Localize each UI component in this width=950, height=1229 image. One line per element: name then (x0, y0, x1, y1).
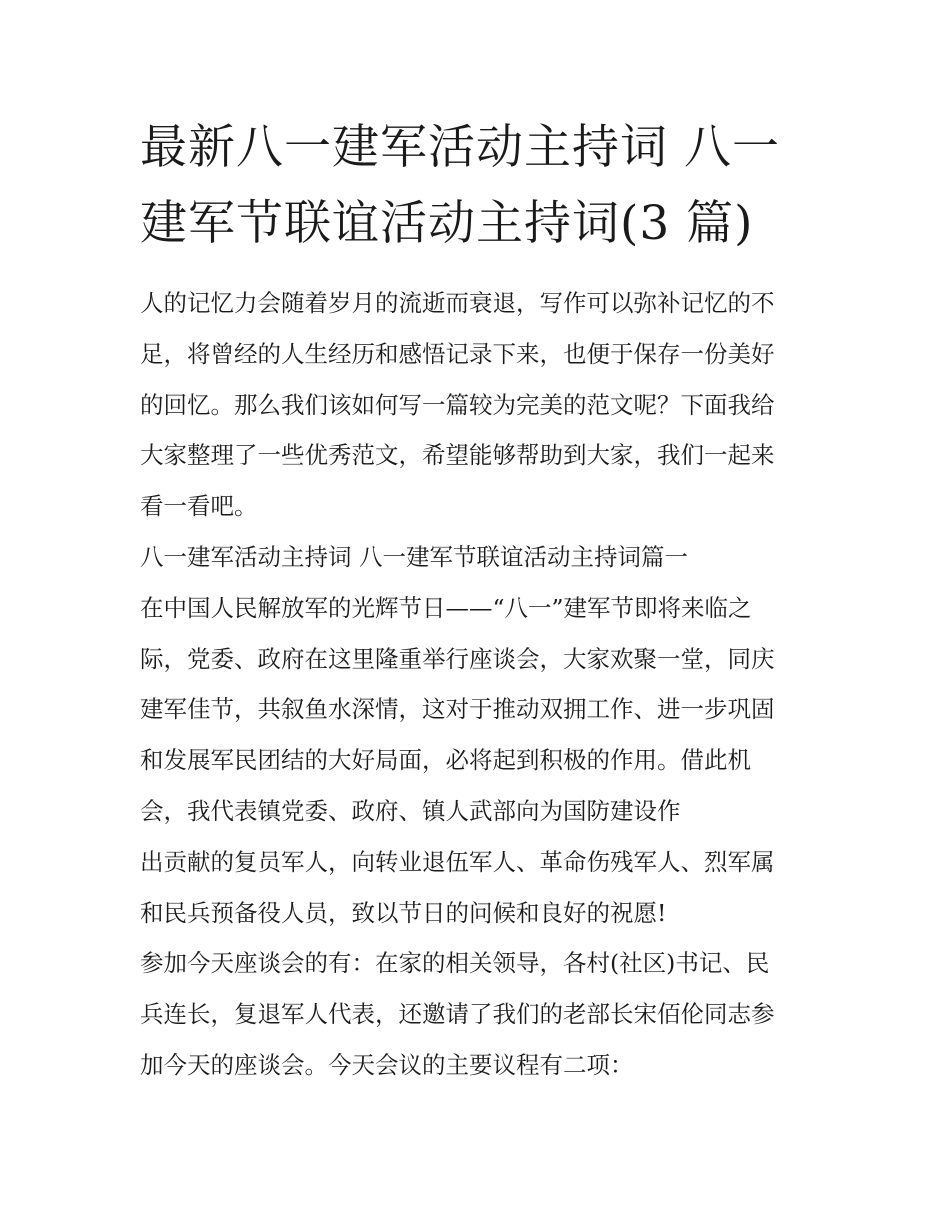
body-line: 足，将曾经的人生经历和感悟记录下来，也便于保存一份美好 (140, 339, 775, 368)
body-line: 兵连长，复退军人代表，还邀请了我们的老部长宋佰伦同志参 (140, 1000, 775, 1029)
body-line: 和民兵预备役人员，致以节日的问候和良好的祝愿! (140, 898, 667, 927)
body-line: 建军佳节，共叙鱼水深情，这对于推动双拥工作、进一步巩固 (140, 695, 775, 724)
body-line: 在中国人民解放军的光辉节日——“八一”建军节即将来临之 (140, 593, 752, 622)
title-line: 最新八一建军活动主持词 八一 (140, 120, 780, 175)
body-line: 人的记忆力会随着岁月的流逝而衰退，写作可以弥补记忆的不 (140, 289, 775, 317)
body-line: 加今天的座谈会。今天会议的主要议程有二项： (140, 1050, 634, 1079)
body-line: 的回忆。那么我们该如何写一篇较为完美的范文呢？下面我给 (140, 390, 775, 419)
section-heading: 八一建军活动主持词 八一建军节联谊活动主持词篇一 (140, 542, 688, 571)
body-line: 际，党委、政府在这里隆重举行座谈会，大家欢聚一堂，同庆 (140, 644, 775, 673)
body-line: 参加今天座谈会的有：在家的相关领导，各村(社区)书记、民 (140, 949, 770, 978)
body-line: 和发展军民团结的大好局面，必将起到积极的作用。借此机 (140, 746, 751, 775)
document-body (140, 278, 830, 1091)
body-line: 出贡献的复员军人，向转业退伍军人、革命伤残军人、烈军属 (140, 847, 775, 876)
body-line: 会，我代表镇党委、政府、镇人武部向为国防建设作 (140, 796, 681, 825)
body-line: 看一看吧。 (140, 492, 258, 521)
document-title (140, 110, 820, 262)
title-line: 建军节联谊活动主持词(3 篇) (140, 196, 754, 251)
body-line: 大家整理了一些优秀范文，希望能够帮助到大家，我们一起来 (140, 441, 775, 470)
